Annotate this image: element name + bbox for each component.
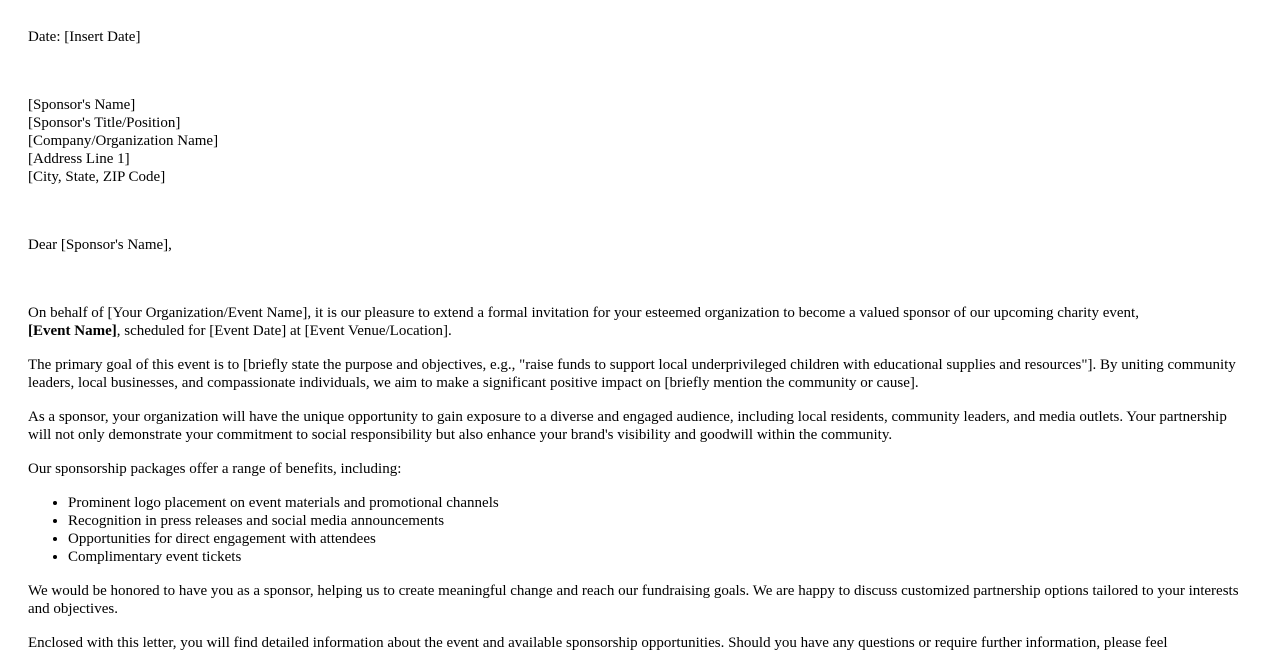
benefits-list bbox=[28, 494, 1250, 566]
recipient-title: [Sponsor's Title/Position] bbox=[28, 115, 181, 131]
paragraph-benefits-intro: Our sponsorship packages offer a range of benefits, including: bbox=[28, 461, 402, 477]
list-item: • Complimentary event tickets bbox=[68, 548, 1250, 566]
recipient-address bbox=[28, 96, 1250, 186]
invitation-details: , scheduled for [Event Date] at [Event Venue/Location]. bbox=[116, 323, 452, 339]
letter-page bbox=[28, 28, 1250, 668]
recipient-company: [Company/Organization Name] bbox=[28, 133, 219, 149]
invitation-intro: On behalf of [Your Organization/Event Name], it is our pleasure to extend a formal invitation for your esteemed organization to become a valued sponsor of our upcoming charity event, bbox=[28, 305, 1139, 321]
paragraph-enclosed: Enclosed with this letter, you will find detailed information about the event and available sponsorship opportunities. Should you have any questions or require further information, please feel bbox=[28, 635, 1168, 651]
paragraph-invitation bbox=[28, 304, 1250, 340]
recipient-address-line-1: [Address Line 1] bbox=[28, 151, 130, 167]
event-name: [Event Name] bbox=[28, 323, 117, 339]
recipient-name: [Sponsor's Name] bbox=[28, 97, 136, 113]
paragraph-honored: We would be honored to have you as a sponsor, helping us to create meaningful change and reach our fundraising goals. We are happy to discuss customized partnership options tailored to your interests and objectives. bbox=[28, 583, 1239, 617]
paragraph-purpose: The primary goal of this event is to [briefly state the purpose and objectives, e.g., "raise funds to support local underprivileged children with educational supplies and resources"]. By uniting community leaders, local businesses, and compassionate individuals, we aim to make a significant positive impact on [briefly mention the community or cause]. bbox=[28, 357, 1236, 391]
list-item: • Recognition in press releases and social media announcements bbox=[68, 512, 1250, 530]
letter-body bbox=[28, 304, 1250, 652]
paragraph-exposure: As a sponsor, your organization will have the unique opportunity to gain exposure to a diverse and engaged audience, including local residents, community leaders, and media outlets. Your partnership will not only demonstrate your commitment to social responsibility but also enhance your brand's visibility and goodwill within the community. bbox=[28, 409, 1227, 443]
letter-date: Date: [Insert Date] bbox=[28, 29, 141, 45]
list-item: • Opportunities for direct engagement with attendees bbox=[68, 530, 1250, 548]
recipient-city-state-zip: [City, State, ZIP Code] bbox=[28, 169, 166, 185]
salutation: Dear [Sponsor's Name], bbox=[28, 237, 172, 253]
list-item: • Prominent logo placement on event materials and promotional channels bbox=[68, 494, 1250, 512]
